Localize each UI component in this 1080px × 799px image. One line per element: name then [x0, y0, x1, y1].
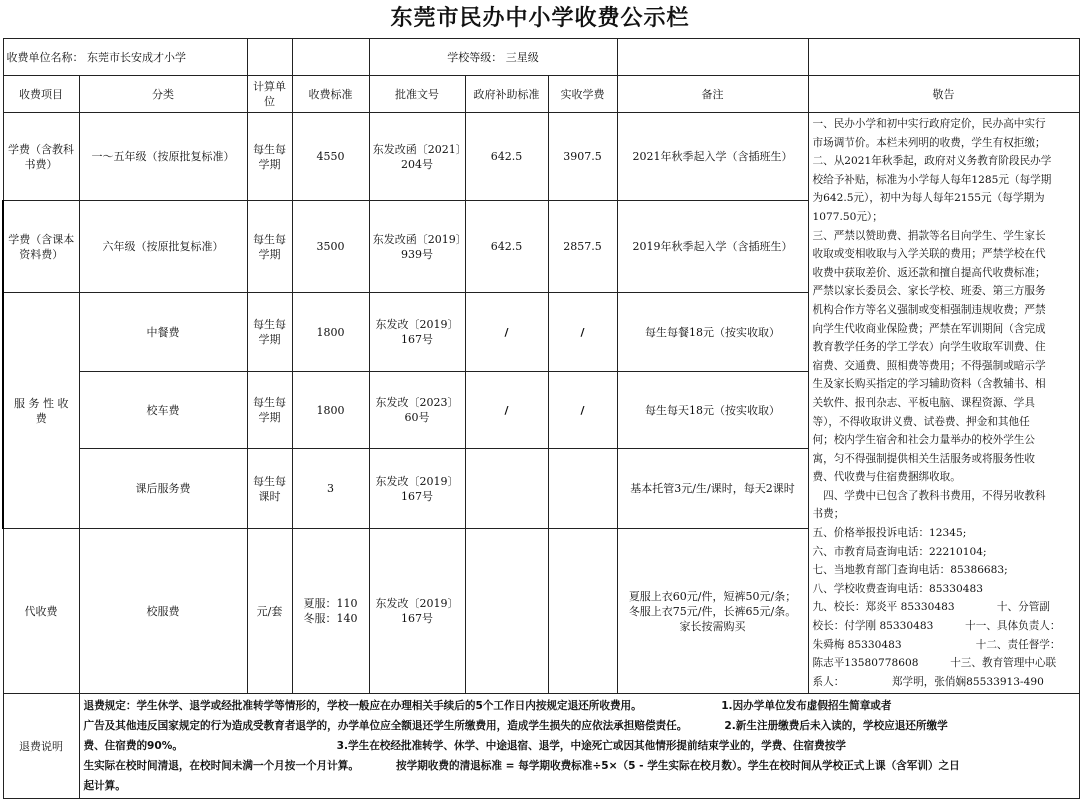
row-subsidy: / [465, 293, 548, 372]
row-category: 一～五年级（按原批复标准） [79, 113, 247, 201]
notice-line: 二、从2021年秋季起，政府对义务教育阶段民办学 [812, 155, 1052, 168]
notice-line: 收取或变相收取与入学关联的费用；严禁学校在代 [812, 248, 1046, 261]
notice-line: 教育教学任务的学工学农）向学生收取军训费、住 [812, 341, 1046, 354]
row-subsidy [465, 449, 548, 529]
row-item: 代收费 [3, 529, 79, 694]
refund-text [79, 694, 1079, 799]
row-subsidy: 642.5 [465, 113, 548, 201]
row-doc: 东发改函〔2019〕939号 [369, 201, 465, 293]
row-note: 2019年秋季起入学（含插班生） [617, 201, 808, 293]
page-title: 东莞市民办中小学收费公示栏 [390, 6, 690, 31]
row-category: 课后服务费 [79, 449, 247, 529]
school-info-row [3, 39, 1079, 76]
row-doc: 东发改〔2019〕167号 [369, 449, 465, 529]
notice-line: 系人： 郑学明，张俏娴85533913-490 [812, 675, 1044, 688]
header-category: 分类 [79, 76, 247, 113]
blank-cell [808, 39, 1079, 76]
blank-cell [292, 39, 369, 76]
notice-cell [808, 113, 1079, 694]
standard-winter: 冬服：140 [303, 612, 358, 626]
header-note: 备注 [617, 76, 808, 113]
blank-cell [247, 39, 292, 76]
row-standard: 3500 [292, 201, 369, 293]
row-doc: 东发改函〔2021〕204号 [369, 113, 465, 201]
row-note [617, 529, 808, 694]
notice-line: 严禁以家长委员会、家长学校、班委、第三方服务 [812, 285, 1046, 298]
school-grade-value: 三星级 [505, 50, 539, 64]
school-name-label: 收费单位名称： [6, 50, 84, 64]
row-note: 每生每餐18元（按实收取） [617, 293, 808, 372]
notice-line: 宿费、交通费、照相费等费用；不得强制或暗示学 [812, 359, 1046, 372]
standard-summer: 夏服：110 [303, 597, 358, 611]
school-grade-cell [369, 39, 617, 76]
row-actual [548, 449, 617, 529]
header-unit: 计算单位 [247, 76, 292, 113]
header-notice: 敬告 [808, 76, 1079, 113]
notice-line: 书费； [812, 508, 845, 521]
refund-line: 退费规定：学生休学、退学或经批准转学等情形的，学校一般应在办理相关手续后的5个工作日内按规定退还所收费用。 1.因办学单位发布虚假招生简章或者 [83, 700, 892, 713]
row-doc: 东发改〔2019〕167号 [369, 293, 465, 372]
notice-line: 1077.50元）； [812, 210, 883, 223]
row-actual: / [548, 372, 617, 449]
notice-line: 三、严禁以赞助费、捐款等名目向学生、学生家长 [812, 229, 1046, 242]
notice-line: 收费中获取差价、返还款和擅自提高代收费标准； [812, 266, 1046, 279]
row-standard [292, 529, 369, 694]
notice-line: 陈志平13580778608 十三、教育管理中心联 [812, 657, 1057, 670]
refund-line: 起计算。 [83, 780, 126, 793]
row-actual [548, 529, 617, 694]
header-subsidy: 政府补助标准 [465, 76, 548, 113]
notice-line: 一、民办小学和初中实行政府定价，民办高中实行 [812, 118, 1046, 130]
notice-line: 七、当地教育部门查询电话：85386683; [812, 564, 1008, 577]
notice-line: 校长：付学刚 85330483 十一、具体负责人： [812, 620, 1061, 633]
row-unit: 元/套 [247, 529, 292, 694]
school-name-value: 东莞市长安成才小学 [87, 50, 186, 64]
row-category: 中餐费 [79, 293, 247, 372]
school-name-cell [3, 39, 247, 76]
row-actual: 3907.5 [548, 113, 617, 201]
row-item: 学费（含课本资料费） [3, 201, 79, 293]
row-unit: 每生每学期 [247, 201, 292, 293]
notice-line: 向学生代收商业保险费；严禁在军训期间（含完成 [812, 322, 1046, 335]
notice-line: 九、校长：郑炎平 85330483 十、分管副 [812, 601, 1050, 614]
notice-line: 五、价格举报投诉电话：12345; [812, 527, 967, 540]
row-doc: 东发改〔2019〕167号 [369, 529, 465, 694]
header-doc: 批准文号 [369, 76, 465, 113]
blank-cell [617, 39, 808, 76]
row-category: 校服费 [79, 529, 247, 694]
row-subsidy [465, 529, 548, 694]
header-standard: 收费标准 [292, 76, 369, 113]
note-line: 家长按需购买 [679, 619, 746, 633]
row-item: 服 务 性 收 费 [3, 293, 79, 529]
row-note: 每生每天18元（按实收取） [617, 372, 808, 449]
notice-line: 朱舜梅 85330483 十二、责任督学： [812, 638, 1061, 651]
row-standard: 3 [292, 449, 369, 529]
notice-line: 费、代收费与住宿费捆绑收取。 [812, 471, 961, 484]
row-subsidy: / [465, 372, 548, 449]
row-unit: 每生每学期 [247, 293, 292, 372]
row-actual: / [548, 293, 617, 372]
header-actual: 实收学费 [548, 76, 617, 113]
row-actual: 2857.5 [548, 201, 617, 293]
note-line: 冬服上衣75元/件，长裤65元/条。 [628, 604, 797, 618]
row-note: 基本托管3元/生/课时，每天2课时 [617, 449, 808, 529]
row-standard: 1800 [292, 372, 369, 449]
header-row [3, 76, 1079, 113]
refund-label: 退费说明 [3, 694, 79, 799]
row-category: 校车费 [79, 372, 247, 449]
table-row [3, 113, 1079, 201]
row-subsidy: 642.5 [465, 201, 548, 293]
row-unit: 每生每课时 [247, 449, 292, 529]
notice-line: 四、学费中已包含了教科书费用，不得另收教科 [812, 489, 1046, 502]
notice-line: 何；校内学生宿舍和社会力量举办的校外学生公 [812, 434, 1035, 447]
notice-line: 关软件、报刊杂志、平板电脑、课程资源、学具 [812, 396, 1035, 409]
row-item: 学费（含教科书费） [3, 113, 79, 201]
refund-line: 广告及其他违反国家规定的行为造成受教育者退学的，办学单位应全额退还学生所缴费用，造成学生损失的应依法承担赔偿责任。 2.新生注册缴费后未入读的，学校应退还所缴学 [83, 720, 948, 733]
row-category: 六年级（按原批复标准） [79, 201, 247, 293]
row-doc: 东发改〔2023〕60号 [369, 372, 465, 449]
notice-line: 校给予补贴，标准为小学每人每年1285元（每学期 [812, 173, 1052, 186]
note-line: 夏服上衣60元/件，短裤50元/条； [628, 589, 797, 603]
row-standard: 1800 [292, 293, 369, 372]
row-standard: 4550 [292, 113, 369, 201]
refund-line: 费、住宿费的90%。 3.学生在校经批准转学、休学、中途退宿、退学，中途死亡或因其他情形提前结束学业的，学费、住宿费按学 [83, 740, 846, 753]
notice-line: 市场调节价。本栏未列明的收费，学生有权拒缴； [812, 136, 1046, 149]
notice-line: 寓，匀不得强制提供相关生活服务或将服务性收 [812, 452, 1035, 465]
row-unit: 每生每学期 [247, 372, 292, 449]
row-unit: 每生每学期 [247, 113, 292, 201]
header-item: 收费项目 [3, 76, 79, 113]
notice-line: 生及家长购买指定的学习辅助资料（含教辅书、相 [812, 378, 1046, 391]
notice-line: 机构合作方等名义强制或变相强制违规收费；严禁 [812, 303, 1046, 316]
refund-row [3, 694, 1079, 799]
notice-line: 六、市教育局查询电话：22210104; [812, 545, 987, 558]
notice-line: 等），不得收取讲义费、试卷费、押金和其他任 [812, 415, 1030, 428]
notice-line: 八、学校收费查询电话：85330483 [812, 582, 983, 595]
notice-line: 为642.5元），初中为每人每年2155元（每学期为 [812, 192, 1045, 205]
row-note: 2021年秋季起入学（含插班生） [617, 113, 808, 201]
school-grade-label: 学校等级： [447, 50, 503, 64]
refund-line: 生实际在校时间清退，在校时间未满一个月按一个月计算。 按学期收费的清退标准 = 每学期收费标准÷5×（5 - 学生实际在校月数）。学生在校时间从学校正式上课（含军训）之日 [83, 760, 960, 773]
fee-table [2, 38, 1080, 799]
